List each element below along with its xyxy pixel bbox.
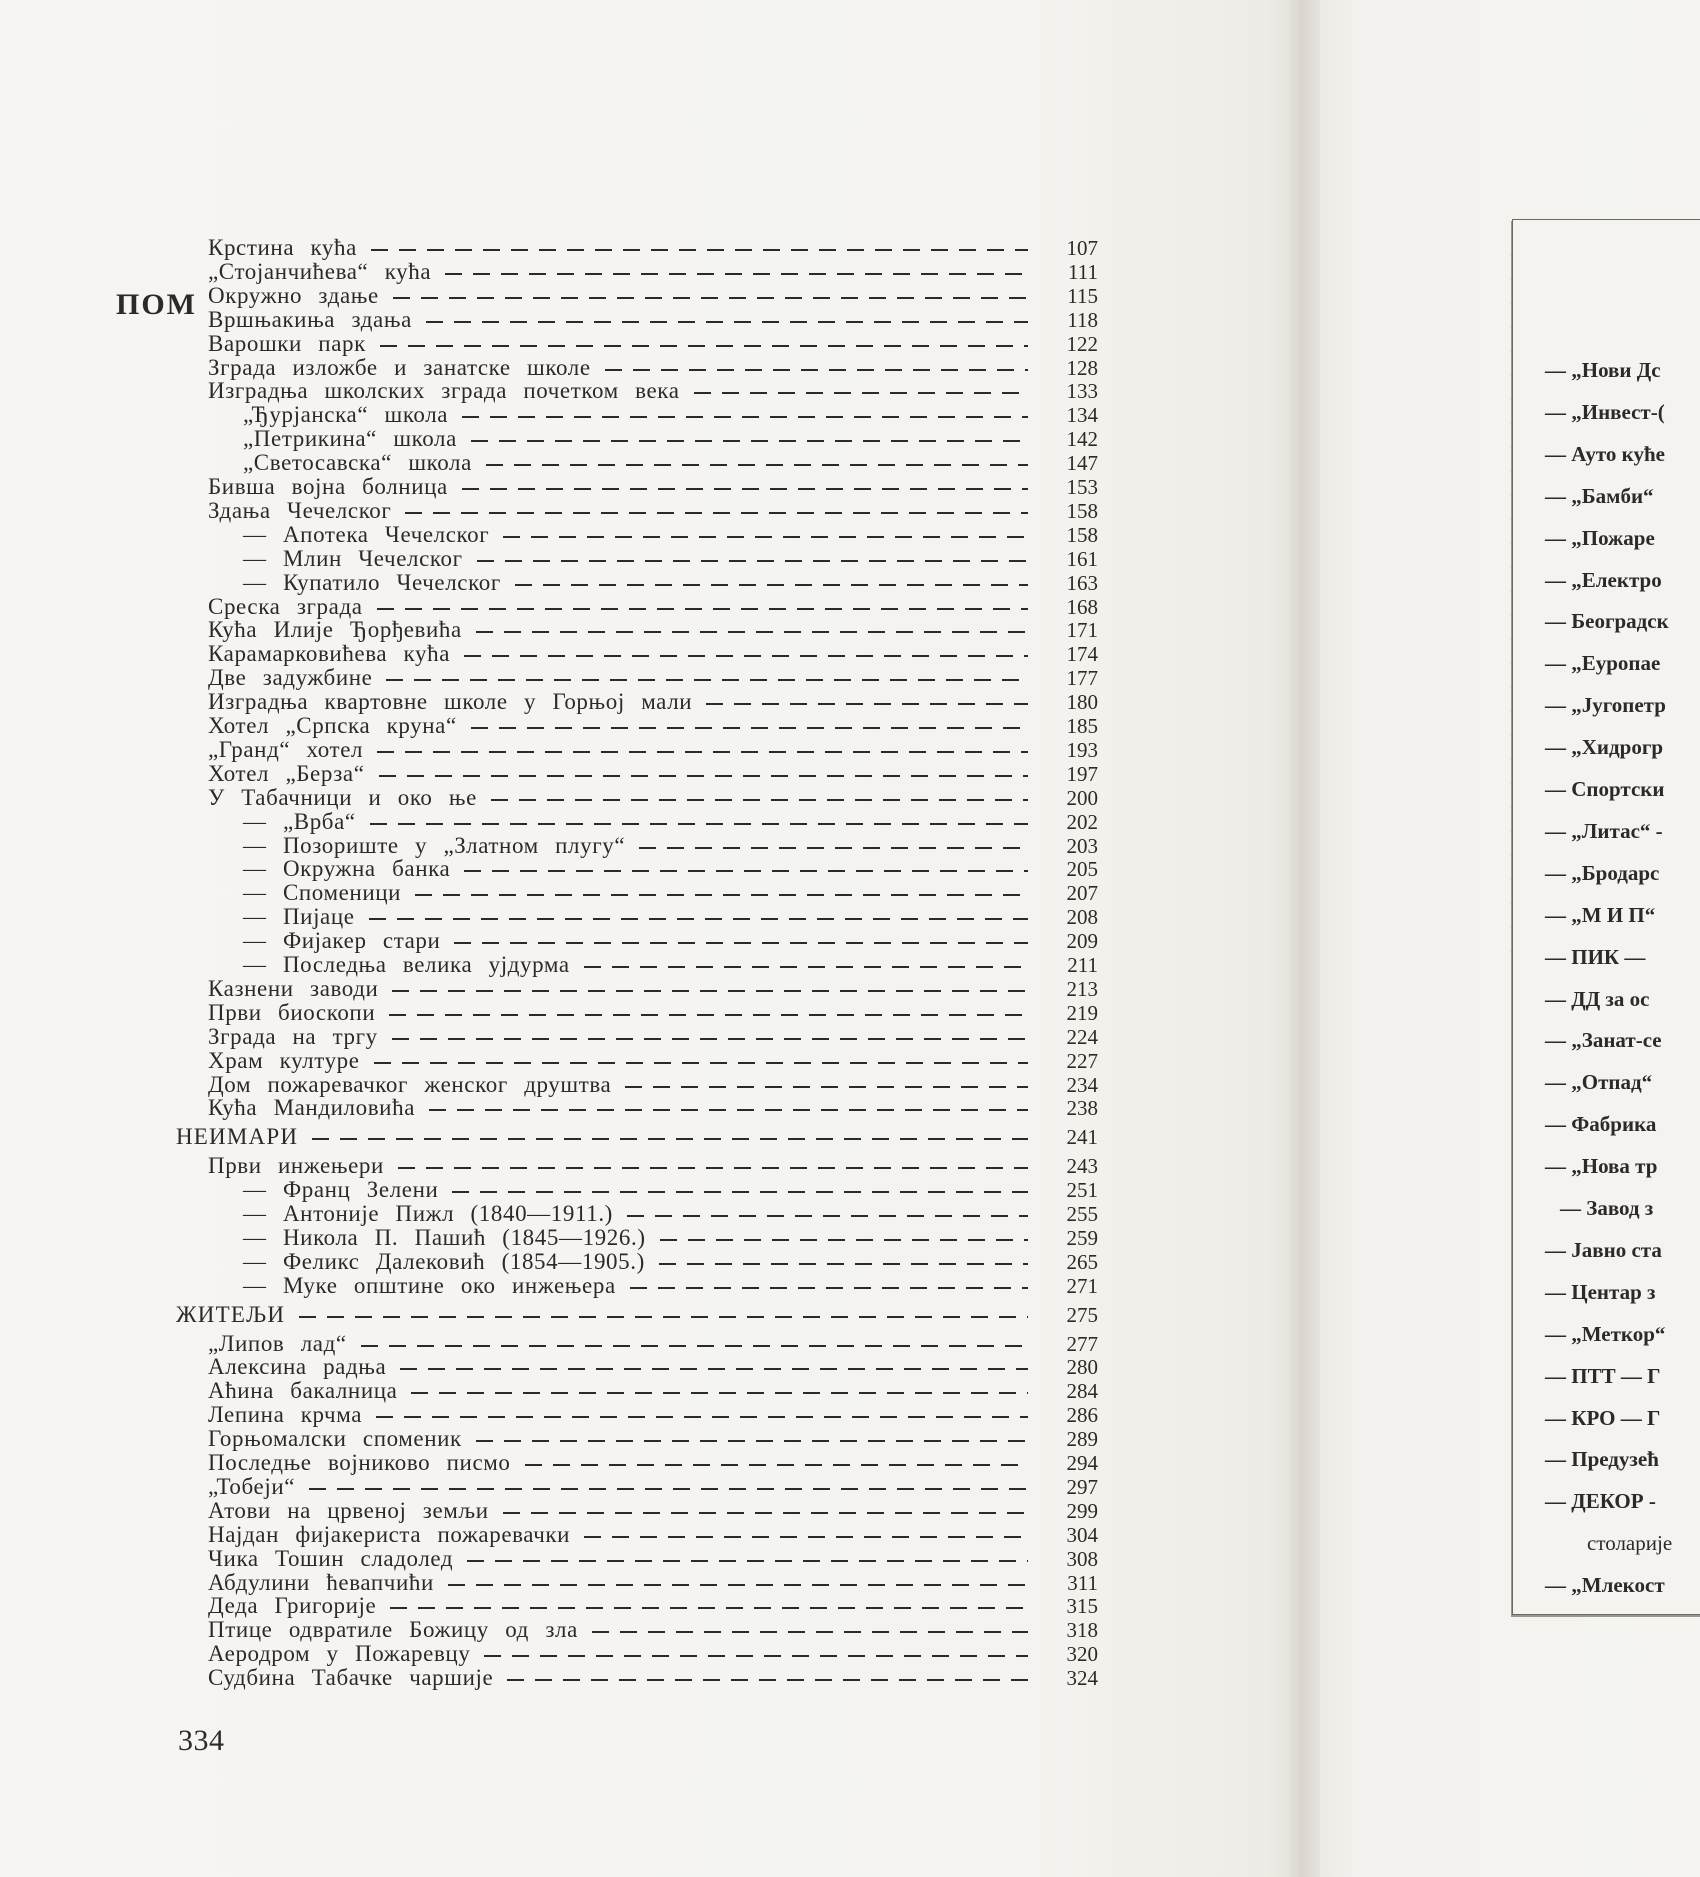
dash-leader bbox=[448, 1571, 1028, 1595]
sponsor-entry: — „Еуропае bbox=[1545, 651, 1661, 676]
toc-page-number: 171 bbox=[1066, 618, 1098, 643]
toc-page-number: 213 bbox=[1066, 976, 1098, 1001]
sponsor-entry: — Јавно ста bbox=[1545, 1237, 1662, 1262]
sponsor-entry: — „Пожаре bbox=[1545, 525, 1655, 550]
toc-entry-title: — Феликс Далековић (1854—1905.) bbox=[243, 1248, 645, 1274]
toc-page-number: 200 bbox=[1066, 785, 1098, 810]
toc-entry bbox=[0, 451, 1110, 475]
toc-page-number: 243 bbox=[1066, 1154, 1098, 1179]
toc-page-number: 158 bbox=[1066, 522, 1098, 547]
toc-page-number: 161 bbox=[1066, 546, 1098, 571]
sponsor-entry: — „Бамби“ bbox=[1545, 483, 1654, 508]
toc-entry-title: Бивша војна болница bbox=[208, 474, 448, 499]
sponsor-entry: — „Млекост bbox=[1545, 1573, 1665, 1598]
toc-page-number: 259 bbox=[1066, 1225, 1098, 1250]
toc-entry bbox=[0, 1379, 1110, 1403]
page-number: 334 bbox=[178, 1724, 225, 1757]
toc-page-number: 241 bbox=[1066, 1125, 1098, 1150]
dash-leader bbox=[392, 1025, 1028, 1049]
toc-entry bbox=[0, 1355, 1110, 1379]
toc-page-number: 311 bbox=[1067, 1570, 1098, 1595]
dash-leader bbox=[471, 714, 1028, 738]
dash-leader bbox=[476, 1427, 1028, 1451]
dash-leader bbox=[462, 403, 1028, 427]
toc-page-number: 153 bbox=[1066, 475, 1098, 499]
dash-leader bbox=[377, 595, 1028, 619]
toc-entry bbox=[0, 595, 1110, 619]
sponsor-entry: — „Нова тр bbox=[1545, 1154, 1658, 1179]
toc-entry bbox=[0, 547, 1110, 571]
toc-page-number: 219 bbox=[1066, 1000, 1098, 1025]
dash-leader bbox=[386, 666, 1028, 690]
toc-page-number: 205 bbox=[1066, 857, 1098, 882]
toc-entry-title: — Споменици bbox=[243, 880, 402, 906]
toc-entry-title: Алексина радња bbox=[208, 1354, 387, 1380]
toc-entry-title: Дом пожаревачког женског друштва bbox=[208, 1071, 612, 1097]
toc-entry-title: — Млин Чечелског bbox=[243, 545, 463, 571]
sponsor-entry: — Фабрика bbox=[1545, 1112, 1657, 1137]
dash-leader bbox=[389, 1001, 1028, 1025]
toc-entry bbox=[0, 1001, 1110, 1025]
toc-entry bbox=[0, 1594, 1110, 1618]
dash-leader bbox=[405, 499, 1028, 523]
toc-page-number: 294 bbox=[1066, 1451, 1098, 1475]
dash-leader bbox=[605, 356, 1028, 380]
toc-page-number: 308 bbox=[1066, 1546, 1098, 1571]
sponsor-entry: — „Хидрогр bbox=[1545, 735, 1664, 760]
toc-page-number: 234 bbox=[1066, 1072, 1098, 1097]
toc-page-number: 115 bbox=[1067, 283, 1098, 308]
toc-entry-title: „Петрикина“ школа bbox=[243, 426, 457, 452]
toc-entry bbox=[0, 618, 1110, 642]
dash-leader bbox=[400, 1355, 1028, 1379]
toc-entry-title: Аеродром у Пожаревцу bbox=[208, 1641, 471, 1667]
dash-leader bbox=[592, 1618, 1028, 1642]
toc-page-number: 177 bbox=[1066, 666, 1098, 691]
toc-entry-title: Хотел „Српска круна“ bbox=[208, 713, 457, 738]
toc-entry bbox=[0, 881, 1110, 905]
toc-entry-title: Вршњакиња здања bbox=[208, 306, 412, 332]
sponsor-entry: — „Бродарс bbox=[1545, 860, 1660, 885]
toc-entry-title: Карамарковићева кућа bbox=[208, 641, 451, 667]
dash-leader bbox=[370, 810, 1028, 834]
toc-page-number: 224 bbox=[1066, 1024, 1098, 1049]
toc-entry bbox=[0, 642, 1110, 666]
sponsor-entry: — ПТТ — Г bbox=[1545, 1363, 1661, 1388]
toc-page-number: 286 bbox=[1066, 1403, 1098, 1428]
sponsor-entry: — ДД за ос bbox=[1545, 986, 1650, 1011]
toc-page-number: 297 bbox=[1066, 1474, 1098, 1499]
toc-entry-title: — Фијакер стари bbox=[243, 928, 441, 954]
toc-entry bbox=[0, 1618, 1110, 1642]
toc-entry bbox=[0, 332, 1110, 356]
toc-entry bbox=[0, 1049, 1110, 1073]
toc-entry-title: Абдулини ћевапчићи bbox=[208, 1569, 434, 1595]
toc-entry-title: — Позориште у „Златном плугу“ bbox=[243, 832, 626, 858]
dash-leader bbox=[393, 284, 1028, 308]
dash-leader bbox=[491, 786, 1028, 810]
sponsor-entry: — Завод з bbox=[1560, 1196, 1654, 1220]
dash-leader bbox=[390, 1594, 1028, 1618]
toc-page-number: 280 bbox=[1066, 1355, 1098, 1380]
toc-entry bbox=[0, 738, 1110, 762]
toc-entry-title: — Купатило Чечелског bbox=[243, 569, 501, 595]
sponsor-entry: — „Меткор“ bbox=[1545, 1321, 1666, 1346]
toc-section bbox=[0, 1303, 1110, 1327]
toc-page-number: 251 bbox=[1066, 1178, 1098, 1203]
dash-leader bbox=[312, 1125, 1028, 1149]
dash-leader bbox=[706, 690, 1028, 714]
toc-page-number: 271 bbox=[1066, 1273, 1098, 1298]
toc-entry-title: ЖИТЕЉИ bbox=[176, 1301, 286, 1327]
dash-leader bbox=[627, 1202, 1028, 1226]
toc-entry-title: Последње војниково писмо bbox=[208, 1450, 511, 1475]
toc-entry bbox=[0, 810, 1110, 834]
toc-entry-title: Лепина крчма bbox=[208, 1402, 363, 1428]
sponsor-entry: — „Југопетр bbox=[1545, 693, 1666, 718]
toc-page-number: 289 bbox=[1066, 1427, 1098, 1452]
dash-leader bbox=[694, 379, 1028, 403]
toc-entry bbox=[0, 1250, 1110, 1274]
toc-page-number: 168 bbox=[1066, 594, 1098, 619]
toc-entry-title: — Апотека Чечелског bbox=[243, 521, 490, 547]
toc-entry bbox=[0, 1547, 1110, 1571]
toc-entry-title: — Последња велика ујдурма bbox=[243, 952, 570, 977]
dash-leader bbox=[429, 1096, 1028, 1120]
toc-entry-title: Здања Чечелског bbox=[208, 497, 392, 523]
sponsor-entry: — „Отпад“ bbox=[1545, 1070, 1653, 1095]
toc-entry-title: — Франц Зелени bbox=[243, 1177, 439, 1203]
sponsor-entry: — ПИК — bbox=[1545, 944, 1646, 969]
toc-entry-title: — Муке општине око инжењера bbox=[243, 1272, 616, 1298]
toc-entry bbox=[0, 1332, 1110, 1356]
toc-entry-title: „Стојанчићева“ кућа bbox=[208, 258, 432, 284]
dash-leader bbox=[309, 1475, 1028, 1499]
toc-entry bbox=[0, 834, 1110, 858]
toc-page-number: 299 bbox=[1066, 1498, 1098, 1523]
toc-entry bbox=[0, 1523, 1110, 1547]
toc-entry-title: Кућа Илије Ђорђевића bbox=[208, 617, 462, 643]
dash-leader bbox=[454, 929, 1028, 953]
dash-leader bbox=[426, 308, 1028, 332]
toc-page-number: 118 bbox=[1067, 307, 1098, 332]
toc-entry bbox=[0, 403, 1110, 427]
dash-leader bbox=[369, 905, 1028, 929]
dash-leader bbox=[379, 762, 1028, 786]
dash-leader bbox=[507, 1666, 1028, 1690]
toc-entry-title: Казнени заводи bbox=[208, 975, 379, 1001]
toc-entry-title: Две задужбине bbox=[208, 665, 373, 691]
dash-leader bbox=[471, 427, 1028, 451]
toc-entry-title: „Липов лад“ bbox=[208, 1330, 347, 1356]
toc-entry bbox=[0, 1642, 1110, 1666]
dash-leader bbox=[584, 953, 1028, 977]
toc-page-number: 203 bbox=[1066, 833, 1098, 858]
dash-leader bbox=[515, 571, 1028, 595]
dash-leader bbox=[398, 1154, 1028, 1178]
toc-entry-title: — Антоније Пижл (1840—1911.) bbox=[243, 1201, 613, 1226]
dash-leader bbox=[660, 1226, 1028, 1250]
sponsor-entry: — „Електро bbox=[1545, 567, 1662, 592]
toc-entry-title: Деда Григорије bbox=[208, 1593, 377, 1619]
toc-entry-title: Изградња школских зграда почетком века bbox=[208, 378, 680, 404]
toc-page-number: 174 bbox=[1066, 642, 1098, 667]
toc-page-number: 275 bbox=[1066, 1302, 1098, 1327]
sponsor-entry: — „Нови Дс bbox=[1545, 358, 1661, 382]
dash-leader bbox=[659, 1250, 1028, 1274]
toc-entry-title: Среска зграда bbox=[208, 593, 363, 619]
dash-leader bbox=[503, 523, 1028, 547]
toc-entry-title: — Окружна банка bbox=[243, 856, 451, 882]
toc-page-number: 304 bbox=[1066, 1522, 1098, 1547]
toc-entry-title: Први инжењери bbox=[208, 1153, 384, 1179]
toc-page-number: 227 bbox=[1066, 1048, 1098, 1073]
toc-entry bbox=[0, 356, 1110, 380]
dash-leader bbox=[477, 547, 1028, 571]
toc-entry-title: Горњомалски споменик bbox=[208, 1426, 462, 1452]
dash-leader bbox=[361, 1332, 1028, 1356]
toc-page-number: 158 bbox=[1066, 498, 1098, 523]
toc-entry bbox=[0, 905, 1110, 929]
toc-entry-title: — Никола П. Пашић (1845—1926.) bbox=[243, 1224, 646, 1250]
toc-entry-title: Варошки парк bbox=[208, 330, 366, 356]
toc-entry-title: Зграда на тргу bbox=[208, 1023, 378, 1049]
toc-page-number: 265 bbox=[1066, 1249, 1098, 1274]
dash-leader bbox=[630, 1274, 1028, 1298]
toc-entry-title: Први биоскопи bbox=[208, 999, 376, 1025]
toc-entry bbox=[0, 1666, 1110, 1690]
dash-leader bbox=[462, 475, 1028, 499]
sponsor-entry: — Предузећ bbox=[1545, 1447, 1659, 1472]
toc-page-number: 163 bbox=[1066, 570, 1098, 595]
dash-leader bbox=[525, 1451, 1028, 1475]
dash-leader bbox=[392, 977, 1028, 1001]
toc-entry-title: Најдан фијакериста пожаревачки bbox=[208, 1521, 571, 1547]
toc-entry bbox=[0, 1571, 1110, 1595]
toc-entry-title: „Ђурјанска“ школа bbox=[243, 402, 449, 428]
toc-entry-title: У Табачници и око ње bbox=[208, 784, 477, 810]
toc-entry bbox=[0, 953, 1110, 977]
sponsor-entry: — Ауто куће bbox=[1545, 441, 1665, 466]
dash-leader bbox=[452, 1178, 1028, 1202]
toc-entry-title: Храм културе bbox=[208, 1047, 360, 1073]
toc-entry bbox=[0, 1403, 1110, 1427]
toc-entry bbox=[0, 714, 1110, 738]
dash-leader bbox=[467, 1547, 1028, 1571]
toc-entry bbox=[0, 427, 1110, 451]
toc-entry bbox=[0, 1427, 1110, 1451]
dash-leader bbox=[484, 1642, 1028, 1666]
toc-entry-title: Крстина кућа bbox=[208, 235, 357, 260]
dash-leader bbox=[374, 1049, 1028, 1073]
toc-page-number: 284 bbox=[1066, 1379, 1098, 1404]
toc-page-number: 277 bbox=[1066, 1331, 1098, 1356]
sponsor-entry: — КРО — Г bbox=[1545, 1405, 1661, 1430]
sponsor-entry: — „Инвест-( bbox=[1545, 399, 1665, 424]
toc-entry bbox=[0, 1073, 1110, 1097]
toc-page-number: 211 bbox=[1067, 953, 1098, 977]
toc-entry-title: — Пијаце bbox=[243, 904, 355, 930]
toc-entry-title: „Гранд“ хотел bbox=[208, 736, 364, 762]
toc-entry bbox=[0, 1178, 1110, 1202]
toc-entry-title: Птице одвратиле Божицу од зла bbox=[208, 1617, 578, 1643]
dash-leader bbox=[299, 1303, 1028, 1327]
toc-page-number: 209 bbox=[1066, 929, 1098, 954]
toc-entry bbox=[0, 1096, 1110, 1120]
sponsor-title: ПОМ bbox=[116, 288, 197, 321]
sponsor-entry: — „Литас“ - bbox=[1545, 818, 1663, 843]
toc-entry bbox=[0, 1025, 1110, 1049]
toc-entry bbox=[0, 857, 1110, 881]
toc-entry bbox=[0, 1154, 1110, 1178]
toc-page-number: 208 bbox=[1066, 905, 1098, 930]
toc-entry-title: „Тобеји“ bbox=[208, 1473, 296, 1499]
toc-entry bbox=[0, 236, 1110, 260]
toc-page-number: 147 bbox=[1066, 451, 1098, 476]
toc-entry bbox=[0, 475, 1110, 499]
toc-page-number: 238 bbox=[1066, 1096, 1098, 1121]
dash-leader bbox=[464, 857, 1028, 881]
toc-page-number: 133 bbox=[1066, 379, 1098, 404]
toc-entry bbox=[0, 260, 1110, 284]
toc-entry-title: Изградња квартовне школе у Горњој мали bbox=[208, 689, 693, 715]
toc-entry bbox=[0, 571, 1110, 595]
dash-leader bbox=[464, 642, 1028, 666]
toc-entry bbox=[0, 1499, 1110, 1523]
toc-entry-title: — „Врба“ bbox=[243, 808, 356, 834]
toc-entry-title: НЕИМАРИ bbox=[176, 1124, 299, 1150]
toc-entry bbox=[0, 1226, 1110, 1250]
sponsor-entry: столарије bbox=[1587, 1531, 1673, 1556]
toc-entry bbox=[0, 762, 1110, 786]
toc-page-number: 324 bbox=[1066, 1666, 1098, 1691]
sponsor-entry: — Београдск bbox=[1545, 609, 1669, 634]
toc-page-number: 197 bbox=[1066, 761, 1098, 786]
dash-leader bbox=[380, 332, 1028, 356]
toc-entry-title: „Светосавска“ школа bbox=[243, 450, 472, 476]
toc-entry bbox=[0, 977, 1110, 1001]
sponsor-entry: — Центар з bbox=[1545, 1279, 1656, 1304]
toc-page-number: 107 bbox=[1066, 236, 1098, 260]
book-gutter bbox=[1290, 0, 1320, 1877]
toc-entry-title: Чика Тошин сладолед bbox=[208, 1545, 454, 1571]
toc-page-number: 142 bbox=[1066, 427, 1098, 452]
dash-leader bbox=[377, 738, 1028, 762]
toc-page-number: 180 bbox=[1066, 690, 1098, 715]
toc-entry bbox=[0, 523, 1110, 547]
sponsor-entry: — Спортски bbox=[1545, 777, 1665, 801]
toc-page-number: 320 bbox=[1066, 1642, 1098, 1667]
toc-page-number: 134 bbox=[1066, 403, 1098, 428]
toc-entry bbox=[0, 1202, 1110, 1226]
toc-page-number: 185 bbox=[1066, 714, 1098, 738]
toc-entry-title: Кућа Мандиловића bbox=[208, 1095, 416, 1121]
dash-leader bbox=[376, 1403, 1028, 1427]
toc-entry-title: Хотел „Берза“ bbox=[208, 760, 365, 786]
dash-leader bbox=[486, 451, 1028, 475]
toc-entry bbox=[0, 929, 1110, 953]
toc-page-number: 122 bbox=[1066, 331, 1098, 356]
sponsor-entry: — ДЕКОР - bbox=[1545, 1489, 1656, 1514]
dash-leader bbox=[625, 1073, 1028, 1097]
toc-page-number: 111 bbox=[1068, 259, 1098, 284]
toc-page-number: 128 bbox=[1066, 355, 1098, 380]
toc-entry bbox=[0, 1475, 1110, 1499]
toc-page-number: 255 bbox=[1066, 1202, 1098, 1226]
toc-entry bbox=[0, 499, 1110, 523]
toc-entry-title: Аћина бакалница bbox=[208, 1378, 398, 1404]
toc-entry-title: Атови на црвеној земљи bbox=[208, 1497, 489, 1523]
toc-page-number: 315 bbox=[1066, 1594, 1098, 1619]
dash-leader bbox=[584, 1523, 1028, 1547]
dash-leader bbox=[639, 834, 1028, 858]
dash-leader bbox=[445, 260, 1028, 284]
toc-entry bbox=[0, 379, 1110, 403]
dash-leader bbox=[503, 1499, 1028, 1523]
toc-entry bbox=[0, 1274, 1110, 1298]
toc-entry-title: Зграда изложбе и занатске школе bbox=[208, 354, 591, 380]
sponsor-entry: — „Занат-се bbox=[1545, 1028, 1662, 1053]
toc-page-number: 207 bbox=[1066, 881, 1098, 906]
dash-leader bbox=[411, 1379, 1028, 1403]
toc-entry bbox=[0, 666, 1110, 690]
toc-entry bbox=[0, 786, 1110, 810]
dash-leader bbox=[476, 618, 1028, 642]
toc-entry bbox=[0, 690, 1110, 714]
toc-page-number: 318 bbox=[1066, 1618, 1098, 1643]
toc-page-number: 193 bbox=[1066, 737, 1098, 762]
toc-page-number: 202 bbox=[1066, 809, 1098, 834]
dash-leader bbox=[415, 881, 1028, 905]
sponsor-entry: — „М И П“ bbox=[1545, 902, 1656, 927]
toc-entry-title: Судбина Табачке чаршије bbox=[208, 1665, 494, 1691]
toc-section bbox=[0, 1125, 1110, 1149]
toc-entry-title: Окружно здање bbox=[208, 282, 379, 308]
toc-entry bbox=[0, 1451, 1110, 1475]
dash-leader bbox=[371, 236, 1028, 260]
